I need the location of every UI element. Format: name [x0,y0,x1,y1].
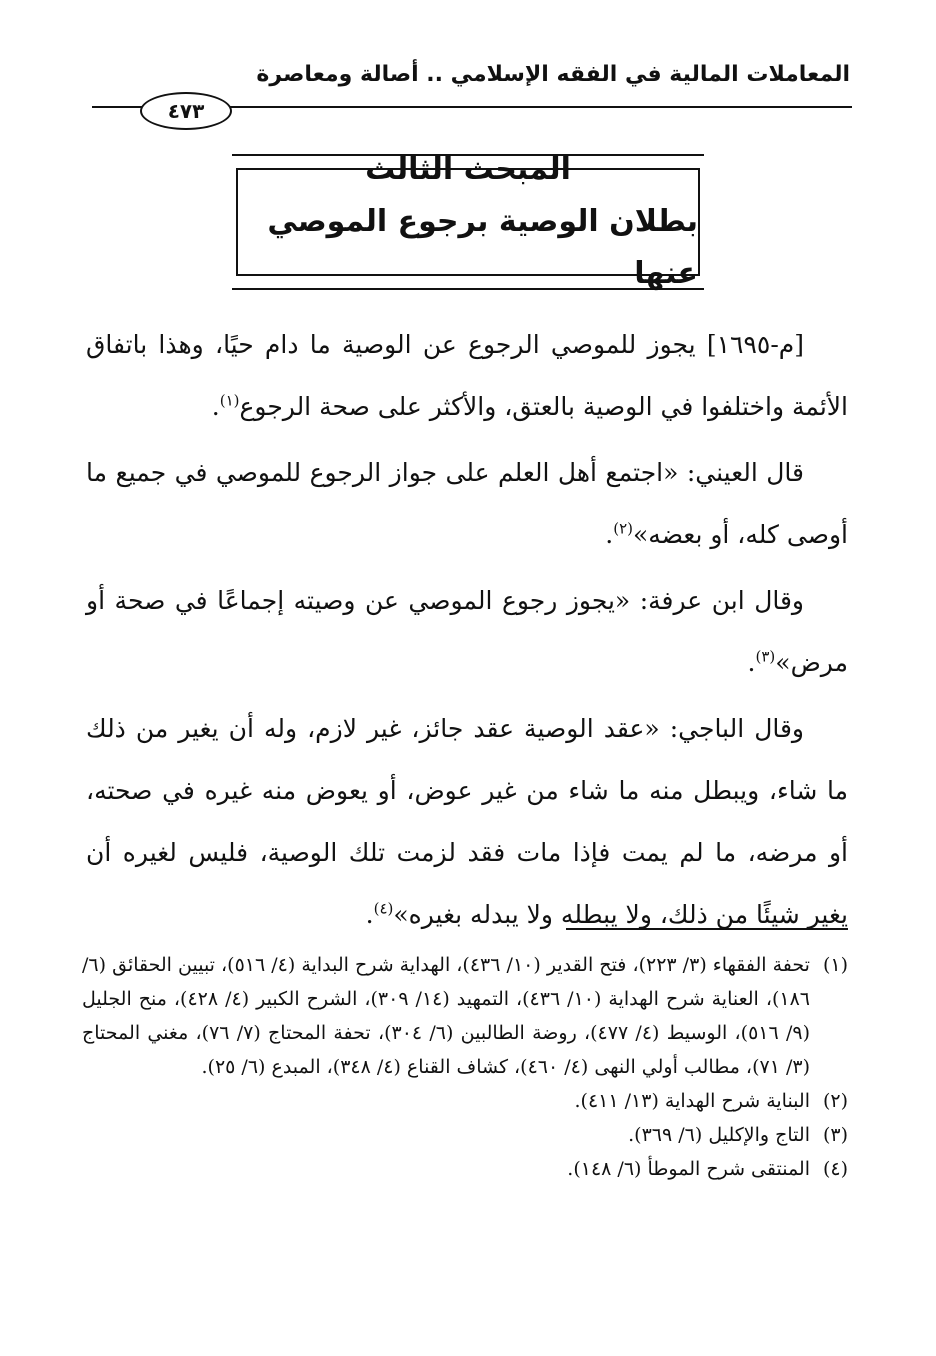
footnote-number: (٣) [822,1124,848,1146]
footnote-ref[interactable]: (٢) [613,519,633,538]
paragraph: قال العيني: «اجتمع أهل العلم على جواز الرجوع للموصي في جميع ما أوصى كله، أو بعضه»$^{(٢)}$. [86,458,848,549]
body-text [86,314,848,950]
paragraph: وقال الباجي: «عقد الوصية عقد جائز، غير لازم، وله أن يغير من ذلك ما شاء، ويبطل منه ما شاء من غير عوض، أو يعوض منه غيره في صحته، أو مرضه، ما لم يمت فإذا مات فقد لزمت تلك الوصية، فليس لغيره أن يغير شيئًا من ذلك، ولا يبطله ولا يبدله بغيره»$^{(٤)}$. [86,714,848,929]
footnote-number: (٤) [822,1158,848,1180]
page-number-badge: ٤٧٣ [140,92,232,130]
footnote-separator [566,928,848,930]
footnote: (٤) المنتقى شرح الموطأ (٦/ ١٤٨). [82,1152,848,1186]
footnote-ref[interactable]: (١) [219,391,240,410]
footnote: (٢) البناية شرح الهداية (١٣/ ٤١١). [82,1084,848,1118]
footnote-number: (٢) [822,1090,848,1112]
paragraph: [م-١٦٩٥] يجوز للموصي الرجوع عن الوصية ما دام حيًا، وهذا باتفاق الأئمة واختلفوا في الوصية بالعتق، والأكثر على صحة الرجوع$^{(١)}$. [86,330,848,421]
chapter-title: المبحث الثالث [365,152,571,187]
footnote: (٣) التاج والإكليل (٦/ ٣٦٩). [82,1118,848,1152]
footnote-number: (١) [822,954,848,976]
footnote: (١) تحفة الفقهاء (٣/ ٢٢٣)، فتح القدير (١٠/ ٤٣٦)، الهداية شرح البداية (٤/ ٥١٦)، تبيين الحقائق (٦/ ١٨٦)، العناية شرح الهداية (١٠/ ٤٣٦)، التمهيد (١٤/ ٣٠٩)، الشرح الكبير (٤/ ٤٢٨)، منح الجليل (٩/ ٥١٦)، الوسيط (٤/ ٤٧٧)، روضة الطالبين (٦/ ٣٠٤)، تحفة المحتاج (٧/ ٧٦)، مغني المحتاج (٣/ ٧١)، مطالب أولي النهى (٤/ ٤٦٠)، كشاف القناع (٤/ ٣٤٨)، المبدع (٦/ ٢٥). [82,948,848,1084]
footnotes [82,948,848,1186]
chapter-heading-frame [236,152,700,291]
footnote-ref[interactable]: (٣) [755,647,776,666]
chapter-subtitle: بطلان الوصية برجوع الموصي عنها [267,204,698,291]
footnote-ref[interactable]: (٤) [373,899,394,918]
chapter-heading-box [232,154,704,290]
running-header-title: المعاملات المالية في الفقه الإسلامي .. أصالة ومعاصرة [256,62,850,87]
paragraph: وقال ابن عرفة: «يجوز رجوع الموصي عن وصيته إجماعًا في صحة أو مرض»$^{(٣)}$. [86,586,848,677]
